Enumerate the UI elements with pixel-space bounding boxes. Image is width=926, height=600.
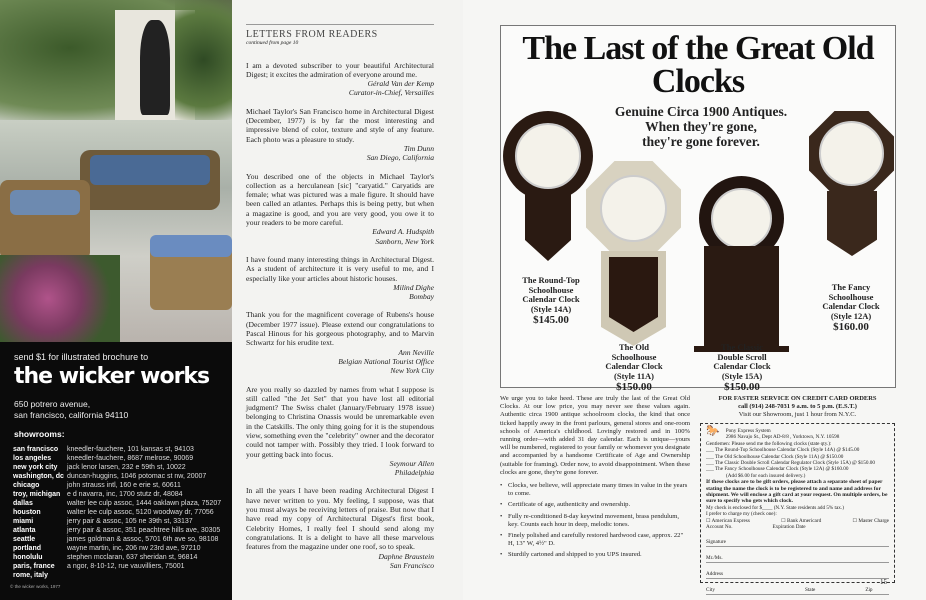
wicker-works-logo: the wicker works bbox=[14, 364, 210, 389]
showrooms-label: showrooms: bbox=[14, 429, 65, 439]
amex-checkbox[interactable]: ☐ American Express bbox=[706, 517, 750, 524]
showroom-row bbox=[13, 562, 221, 571]
showroom-info: e d navarra, inc, 1700 stutz dr, 48084 bbox=[67, 491, 183, 498]
clock-caption-12a bbox=[806, 283, 896, 334]
letter-text: You described one of the objects in Michael Taylor's collection as a herculanean [sic] "caryatid." Caryatids are female; what was pictured was a male figure. It should have been called an atlantes. Perhaps this is being petty, but when a magazine is good, and you are very good, you owe it to your readers to be more careful. bbox=[246, 171, 434, 228]
brochure-tagline: send $1 for illustrated brochure to bbox=[14, 352, 149, 362]
showroom-city: washington, dc bbox=[13, 473, 64, 480]
order-intro: Gentlemen: Please send me the following clocks (state qty.): bbox=[706, 440, 832, 447]
order-header bbox=[700, 395, 895, 419]
clock-name: Calendar Clock bbox=[713, 361, 771, 371]
showroom-info: kneedler-fauchere, 101 kansas st, 94103 bbox=[67, 446, 194, 453]
order-heading: FOR FASTER SERVICE ON CREDIT CARD ORDERS bbox=[718, 395, 877, 402]
wicker-address bbox=[14, 399, 128, 421]
feature-list bbox=[500, 482, 690, 560]
signature-line: Philadelphia bbox=[394, 468, 434, 478]
clock-name: The Fancy bbox=[831, 282, 871, 292]
clock-price: $145.00 bbox=[533, 314, 569, 326]
subhead-line: Genuine Circa 1900 Antiques. bbox=[614, 104, 788, 119]
showroom-city: new york city bbox=[13, 464, 58, 471]
showroom-row bbox=[13, 571, 221, 580]
clock-price: $150.00 bbox=[724, 381, 760, 393]
letter-text: In all the years I have been reading Architectural Digest I have never written to you. My feeling, I suppose, was that you must always be receiving letters of praise. But now that I have read my copy of Architectural Digest's first book, Celebrity Homes, I really feel I should send along my congratulations. It is a delight to have all these marvelous features from the magazine under one roof, so to speak. bbox=[246, 486, 434, 552]
letter-text: Thank you for the magnificent coverage of Rubens's house (December 1977 issue). Please extend our congratulations to Pascal Hinous for his gorgeous photography, and to Marvin Schwartz for his erudite text. bbox=[246, 310, 434, 348]
copyright: © the wicker works, 1977 bbox=[10, 584, 61, 589]
showroom-city: portland bbox=[13, 545, 41, 552]
order-line[interactable]: ___ The Old Schoolhouse Calendar Clock (Style 11A) @ $150.00 bbox=[706, 453, 844, 460]
order-line[interactable]: ___ The Round-Top Schoolhouse Calendar Clock (Style 14A) @ $145.00 bbox=[706, 447, 860, 454]
state-field[interactable]: State bbox=[804, 586, 816, 593]
letter-text: I have found many interesting things in Architectural Digest. As a student of architecture it is very useful to me, and I especially like your articles about historic houses. bbox=[246, 254, 434, 283]
clock-style: (Style 12A) bbox=[830, 310, 872, 321]
order-phone: call (914) 248-7031 9 a.m. to 5 p.m. (E.S.T.) bbox=[738, 403, 857, 410]
showroom-row bbox=[13, 481, 221, 490]
letter-signature bbox=[246, 79, 434, 98]
order-line[interactable]: ___ The Fancy Schoolhouse Calendar Clock (Style 12A) @ $160.00 bbox=[706, 466, 849, 473]
showroom-city: san francisco bbox=[13, 446, 59, 453]
signature-line: Daphne Braustein bbox=[378, 551, 434, 561]
showroom-info: stephen mcclaran, 637 sheridan st, 96814 bbox=[67, 554, 198, 561]
signature-line: Seymour Allen bbox=[389, 458, 434, 468]
clock-name: Calendar Clock bbox=[822, 301, 880, 311]
address-field[interactable]: Address bbox=[706, 571, 889, 579]
signature-line: Sanborn, New York bbox=[375, 236, 434, 246]
showroom-row bbox=[13, 508, 221, 517]
letter-signature bbox=[246, 283, 434, 302]
showroom-city: houston bbox=[13, 509, 41, 516]
showroom-row bbox=[13, 490, 221, 499]
showroom-info: kneedler-fauchere, 8687 melrose, 90069 bbox=[67, 455, 194, 462]
signature-line: Bombay bbox=[409, 292, 434, 302]
showroom-city: miami bbox=[13, 518, 34, 525]
showroom-city: paris, france bbox=[13, 563, 55, 570]
clock-price: $160.00 bbox=[833, 321, 869, 333]
showroom-list bbox=[13, 445, 221, 580]
mastercharge-checkbox[interactable]: ☐ Master Charge bbox=[852, 517, 889, 524]
company-name: Pony Express System bbox=[725, 428, 771, 434]
subhead-line: When they're gone, bbox=[645, 119, 757, 134]
clock-name: Schoolhouse bbox=[528, 284, 574, 295]
showroom-info: walter lee culp assoc, 5120 woodway dr, 77056 bbox=[67, 509, 214, 516]
ad-headline: The Last of the Great Old Clocks bbox=[522, 30, 874, 100]
round-top-clock-image bbox=[503, 111, 593, 271]
showroom-city: los angeles bbox=[13, 455, 52, 462]
clock-ad-body bbox=[500, 395, 690, 563]
clock-name: Calendar Clock bbox=[522, 294, 580, 304]
showroom-info: jack lenor larsen, 232 e 59th st, 10022 bbox=[67, 464, 186, 471]
letter-text: Michael Taylor's San Francisco home in Architectural Digest (December, 1977) is by far the most interesting and impressive blend of color, texture and style of any feature. Each photo was a pleasure to study. bbox=[246, 106, 434, 144]
showroom-row bbox=[13, 517, 221, 526]
double-scroll-clock-image bbox=[694, 176, 789, 356]
showroom-row bbox=[13, 463, 221, 472]
showroom-info: wayne martin, inc, 206 nw 23rd ave, 97210 bbox=[67, 545, 201, 552]
showroom-city: troy, michigan bbox=[13, 491, 61, 498]
order-coupon bbox=[700, 395, 895, 593]
charge-label: I prefer to charge my (check one): bbox=[706, 511, 777, 518]
showroom-city: chicago bbox=[13, 482, 40, 489]
letters-column bbox=[246, 24, 434, 579]
address-line: san francisco, california 94110 bbox=[14, 410, 129, 420]
shipping-note: (Add $6.00 for each insured delivery.) bbox=[726, 472, 806, 479]
showroom-info: walter lee culp assoc, 1444 oaklawn plaza, 75207 bbox=[67, 500, 222, 507]
showroom-city: atlanta bbox=[13, 527, 36, 534]
feature-bullet: • Finely polished and carefully restored hardwood case, approx. 22" H, 13" W, 4½" D. bbox=[500, 532, 690, 548]
signature-line: San Francisco bbox=[389, 560, 434, 570]
section-title: LETTERS FROM READERS bbox=[246, 29, 378, 40]
gift-note: If these clocks are to be gift orders, please attach a separate sheet of paper stating the name the clock is to be registered to and name and address for shipment. We will enclose a gift card at your request. On multiple orders, be sure to specify who gets which clock. bbox=[706, 479, 888, 505]
clock-name: Schoolhouse bbox=[828, 291, 874, 302]
check-amount-field[interactable]: My check is enclosed for $____ (N.Y. State residents add 5% tax.) bbox=[706, 504, 844, 511]
feature-bullet: • Fully re-conditioned 8-day keywind movement, brass pendulum, key. Counts each hour in deep, melodic tones. bbox=[500, 513, 690, 529]
clock-name: Calendar Clock bbox=[605, 361, 663, 371]
wicker-works-ad bbox=[0, 0, 232, 600]
old-schoolhouse-clock-image bbox=[586, 161, 681, 346]
account-number-field[interactable]: Account No. bbox=[706, 524, 733, 531]
clock-ad bbox=[500, 25, 896, 393]
showroom-info: james goldman & assoc, 5701 6th ave so, 98108 bbox=[67, 536, 219, 543]
showroom-row bbox=[13, 499, 221, 508]
subhead-line: they're gone forever. bbox=[642, 134, 760, 149]
letter-signature bbox=[246, 144, 434, 163]
signature-line: San Diego, California bbox=[366, 153, 434, 163]
clock-price: $150.00 bbox=[616, 381, 652, 393]
showroom-city: honolulu bbox=[13, 554, 43, 561]
page-number: 15 bbox=[880, 578, 887, 586]
bankamericard-checkbox[interactable]: ☐ Bank Americard bbox=[781, 517, 822, 524]
signature-line: Belgian National Tourist Office bbox=[338, 356, 434, 366]
showroom-info: jerry pair & assoc, 351 peachtree hills ave, 30305 bbox=[67, 527, 221, 534]
showroom-row bbox=[13, 544, 221, 553]
signature-line: Edward A. Hudspith bbox=[372, 227, 434, 237]
letter-signature bbox=[246, 459, 434, 478]
clock-caption-14a bbox=[506, 276, 596, 327]
clock-name: The Round-Top bbox=[522, 275, 580, 285]
clock-style: (Style 11A) bbox=[614, 370, 654, 381]
clock-style: (Style 14A) bbox=[530, 303, 572, 314]
order-form[interactable] bbox=[700, 423, 895, 593]
showroom-row bbox=[13, 535, 221, 544]
signature-line: Ann Neville bbox=[398, 347, 434, 357]
showroom-info: jerry pair & assoc, 105 ne 39th st, 33137 bbox=[67, 518, 193, 525]
order-line[interactable]: ___ The Classic Double Scroll Calendar Regulator Clock (Style 15A) @ $150.00 bbox=[706, 460, 875, 467]
divider bbox=[246, 24, 434, 25]
letter-signature bbox=[246, 348, 434, 376]
clock-name: Double Scroll bbox=[717, 351, 767, 362]
clock-name: The Old bbox=[619, 342, 649, 352]
feature-bullet: • Sturdily cartoned and shipped to you UPS insured. bbox=[500, 551, 690, 559]
showroom-row bbox=[13, 454, 221, 463]
signature-line: Gérald Van der Kemp bbox=[367, 79, 434, 89]
clock-name: Schoolhouse bbox=[611, 351, 657, 362]
showroom-city: seattle bbox=[13, 536, 36, 543]
letter-text: I am a devoted subscriber to your beautiful Architectural Digest; it excites the admiration of everyone around me. bbox=[246, 60, 434, 79]
city-field[interactable]: City bbox=[706, 586, 715, 593]
letter-signature bbox=[246, 552, 434, 571]
showroom-info: duncan-huggins, 1046 potomac st nw, 20007 bbox=[67, 473, 207, 480]
showroom-row bbox=[13, 445, 221, 454]
signature-line: Milind Dighe bbox=[393, 282, 434, 292]
showroom-note: Visit our Showroom, just 1 hour from N.Y.C. bbox=[738, 411, 857, 418]
showroom-city: dallas bbox=[13, 500, 33, 507]
showroom-city: rome, italy bbox=[13, 572, 49, 579]
ad-body-text: We urge you to take heed. These are truly the last of the Great Old Clocks. At our low price, you may never see these values again. Authentic circa 1900 antique schoolroom clocks, the kind that once ticked happily away in the front parlours, general stores and one-room schools of America's childhood. Lovingly restored and in 100% running order—with added 31 day calendar. Each is unique—yours will be numbered, registered to your family or whomever you designate and accompanied by a handsome Certificate of Age and Ownership (suitable for framing). Order now, to avoid disappointment. When these clocks are gone, they're gone forever. bbox=[500, 395, 690, 476]
ad-subhead bbox=[581, 104, 821, 149]
wicker-furniture-photo bbox=[0, 0, 232, 342]
clock-caption-11a bbox=[589, 343, 679, 394]
clock-style: (Style 15A) bbox=[721, 370, 763, 381]
showroom-info: john strauss intl, 160 e erie st, 60611 bbox=[67, 482, 181, 489]
pony-express-logo-icon: 🐎 bbox=[706, 425, 720, 437]
fancy-schoolhouse-clock-image bbox=[809, 111, 894, 271]
name-field[interactable]: Mr./Ms. bbox=[706, 555, 889, 563]
company-address: 2986 Navajo St., Dept AD-8/8 , Yorktown, N.Y. 10598 bbox=[725, 434, 840, 441]
showroom-info: a ngor, 8-10-12, rue vauvilliers, 75001 bbox=[67, 563, 185, 570]
clock-name: The Classic bbox=[721, 342, 763, 352]
letter-text: Are you really so dazzled by names from what I suppose is still called "the Jet Set" that you have lost all editorial judgment? The Swiss chalet (January/February 1978 issue) belonging to Christina Onassis would be unremarkable even in the Catskills. The only thing going for it is the stupendous view, something even the "celebrity" owner and the decorator could not tamper with. Possibly they tried. I look forward to your getting back into focus. bbox=[246, 384, 434, 459]
signature-line: Curator-in-Chief, Versailles bbox=[348, 88, 434, 98]
signature-line: New York City bbox=[390, 366, 434, 376]
showroom-row bbox=[13, 553, 221, 562]
feature-bullet: • Certificate of age, authenticity and ownership. bbox=[500, 501, 690, 509]
form-header bbox=[706, 425, 889, 441]
showroom-row bbox=[13, 526, 221, 535]
showroom-row bbox=[13, 472, 221, 481]
feature-bullet: • Clocks, we believe, will appreciate many times in value in the years to come. bbox=[500, 482, 690, 498]
expiration-date-field[interactable]: Expiration Date bbox=[772, 524, 806, 531]
continued-note: continued from page 10 bbox=[246, 40, 299, 47]
zip-field[interactable]: Zip bbox=[865, 586, 873, 593]
address-line: 650 potrero avenue, bbox=[14, 399, 91, 409]
signature-field[interactable]: Signature bbox=[706, 539, 889, 547]
letter-signature bbox=[246, 227, 434, 246]
signature-line: Tim Dunn bbox=[403, 143, 434, 153]
clock-caption-15a bbox=[697, 343, 787, 394]
